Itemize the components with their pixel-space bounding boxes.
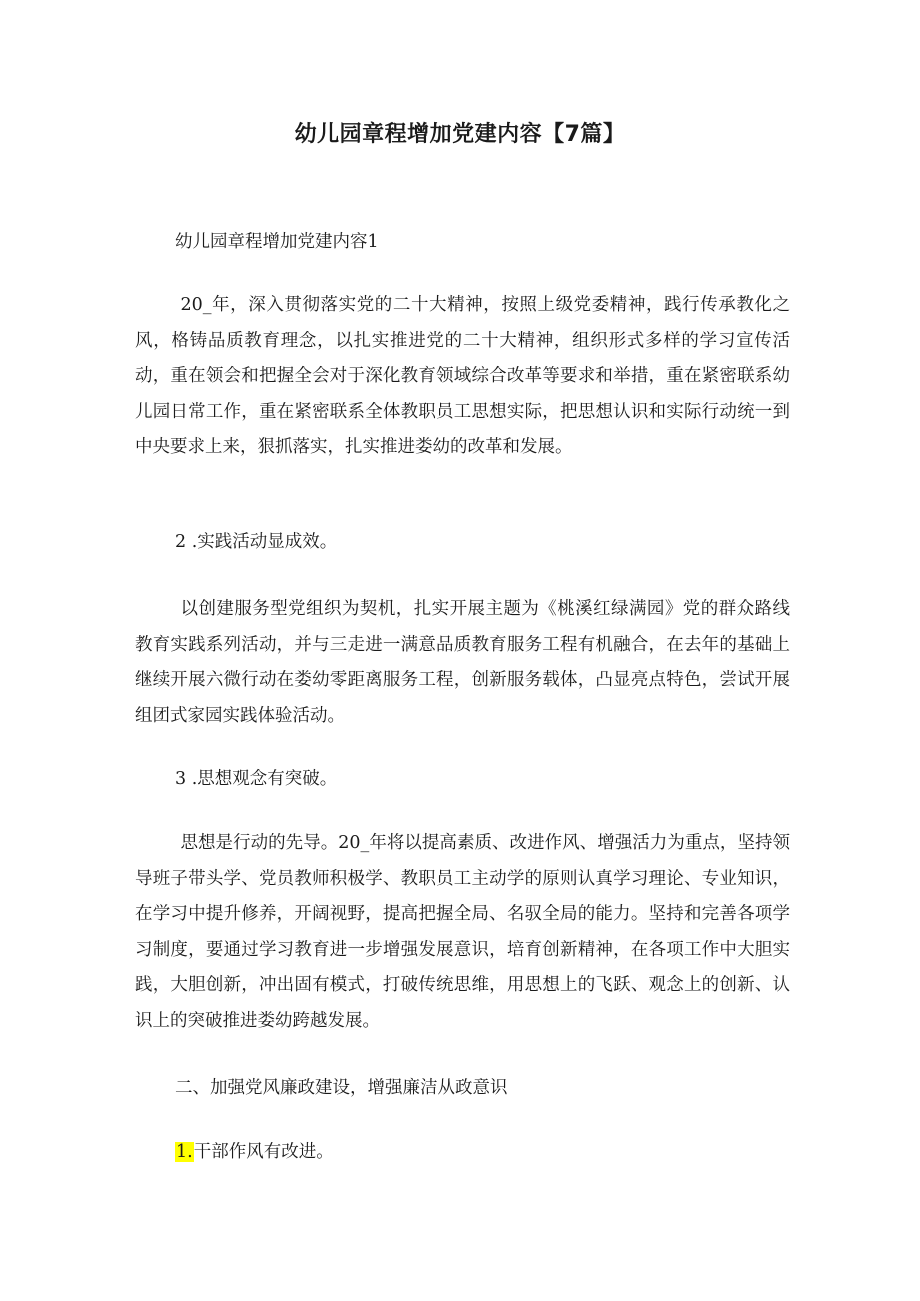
section-subtitle: 幼儿园章程增加党建内容1 — [175, 232, 379, 252]
highlighted-item-number: 1. — [176, 1142, 193, 1162]
list-item-text: 干部作风有改进。 — [193, 1142, 334, 1162]
paragraph-3: 思想是行动的先导。20_年将以提高素质、改进作风、增强活力为重点，坚持领导班子带头学、党员教师积极学、教职员工主动学的原则认真学习理论、专业知识，在学习中提升修养，开阔视野，提高把握全局、名驭全局的能力。坚持和完善各项学习制度，要通过学习教育进一步增强发展意识，培育创新精神，在各项工作中大胆实践，大胆创新，冲出固有模式，打破传统思维，用思想上的飞跃、观念上的创新、认识上的突破推进娄幼跨越发展。 — [135, 833, 790, 1031]
paragraph-1: 20_年，深入贯彻落实党的二十大精神，按照上级党委精神，践行传承教化之风，格铸品质教育理念，以扎实推进党的二十大精神，组织形式多样的学习宣传活动，重在领会和把握全会对于深化教育领域综合改革等要求和举措，重在紧密联系幼儿园日常工作，重在紧密联系全体教职员工思想实际，把思想认识和实际行动统一到中央要求上来，狠抓落实，扎实推进娄幼的改革和发展。 — [135, 295, 790, 457]
document-title: 幼儿园章程增加党建内容【7篇】 — [294, 122, 626, 147]
heading-practice-activities: 2 .实践活动显成效。 — [175, 532, 338, 552]
list-item-cadre-style — [175, 1136, 334, 1168]
paragraph-2: 以创建服务型党组织为契机，扎实开展主题为《桃溪红绿满园》党的群众路线教育实践系列活动，并与三走进一满意品质教育服务工程有机融合，在去年的基础上继续开展六微行动在娄幼零距离服务工程，创新服务载体，凸显亮点特色，尝试开展组团式家园实践体验活动。 — [135, 599, 790, 726]
heading-ideology-breakthrough: 3 .思想观念有突破。 — [175, 769, 338, 789]
heading-party-integrity: 二、加强党风廉政建设，增强廉洁从政意识 — [175, 1078, 508, 1098]
